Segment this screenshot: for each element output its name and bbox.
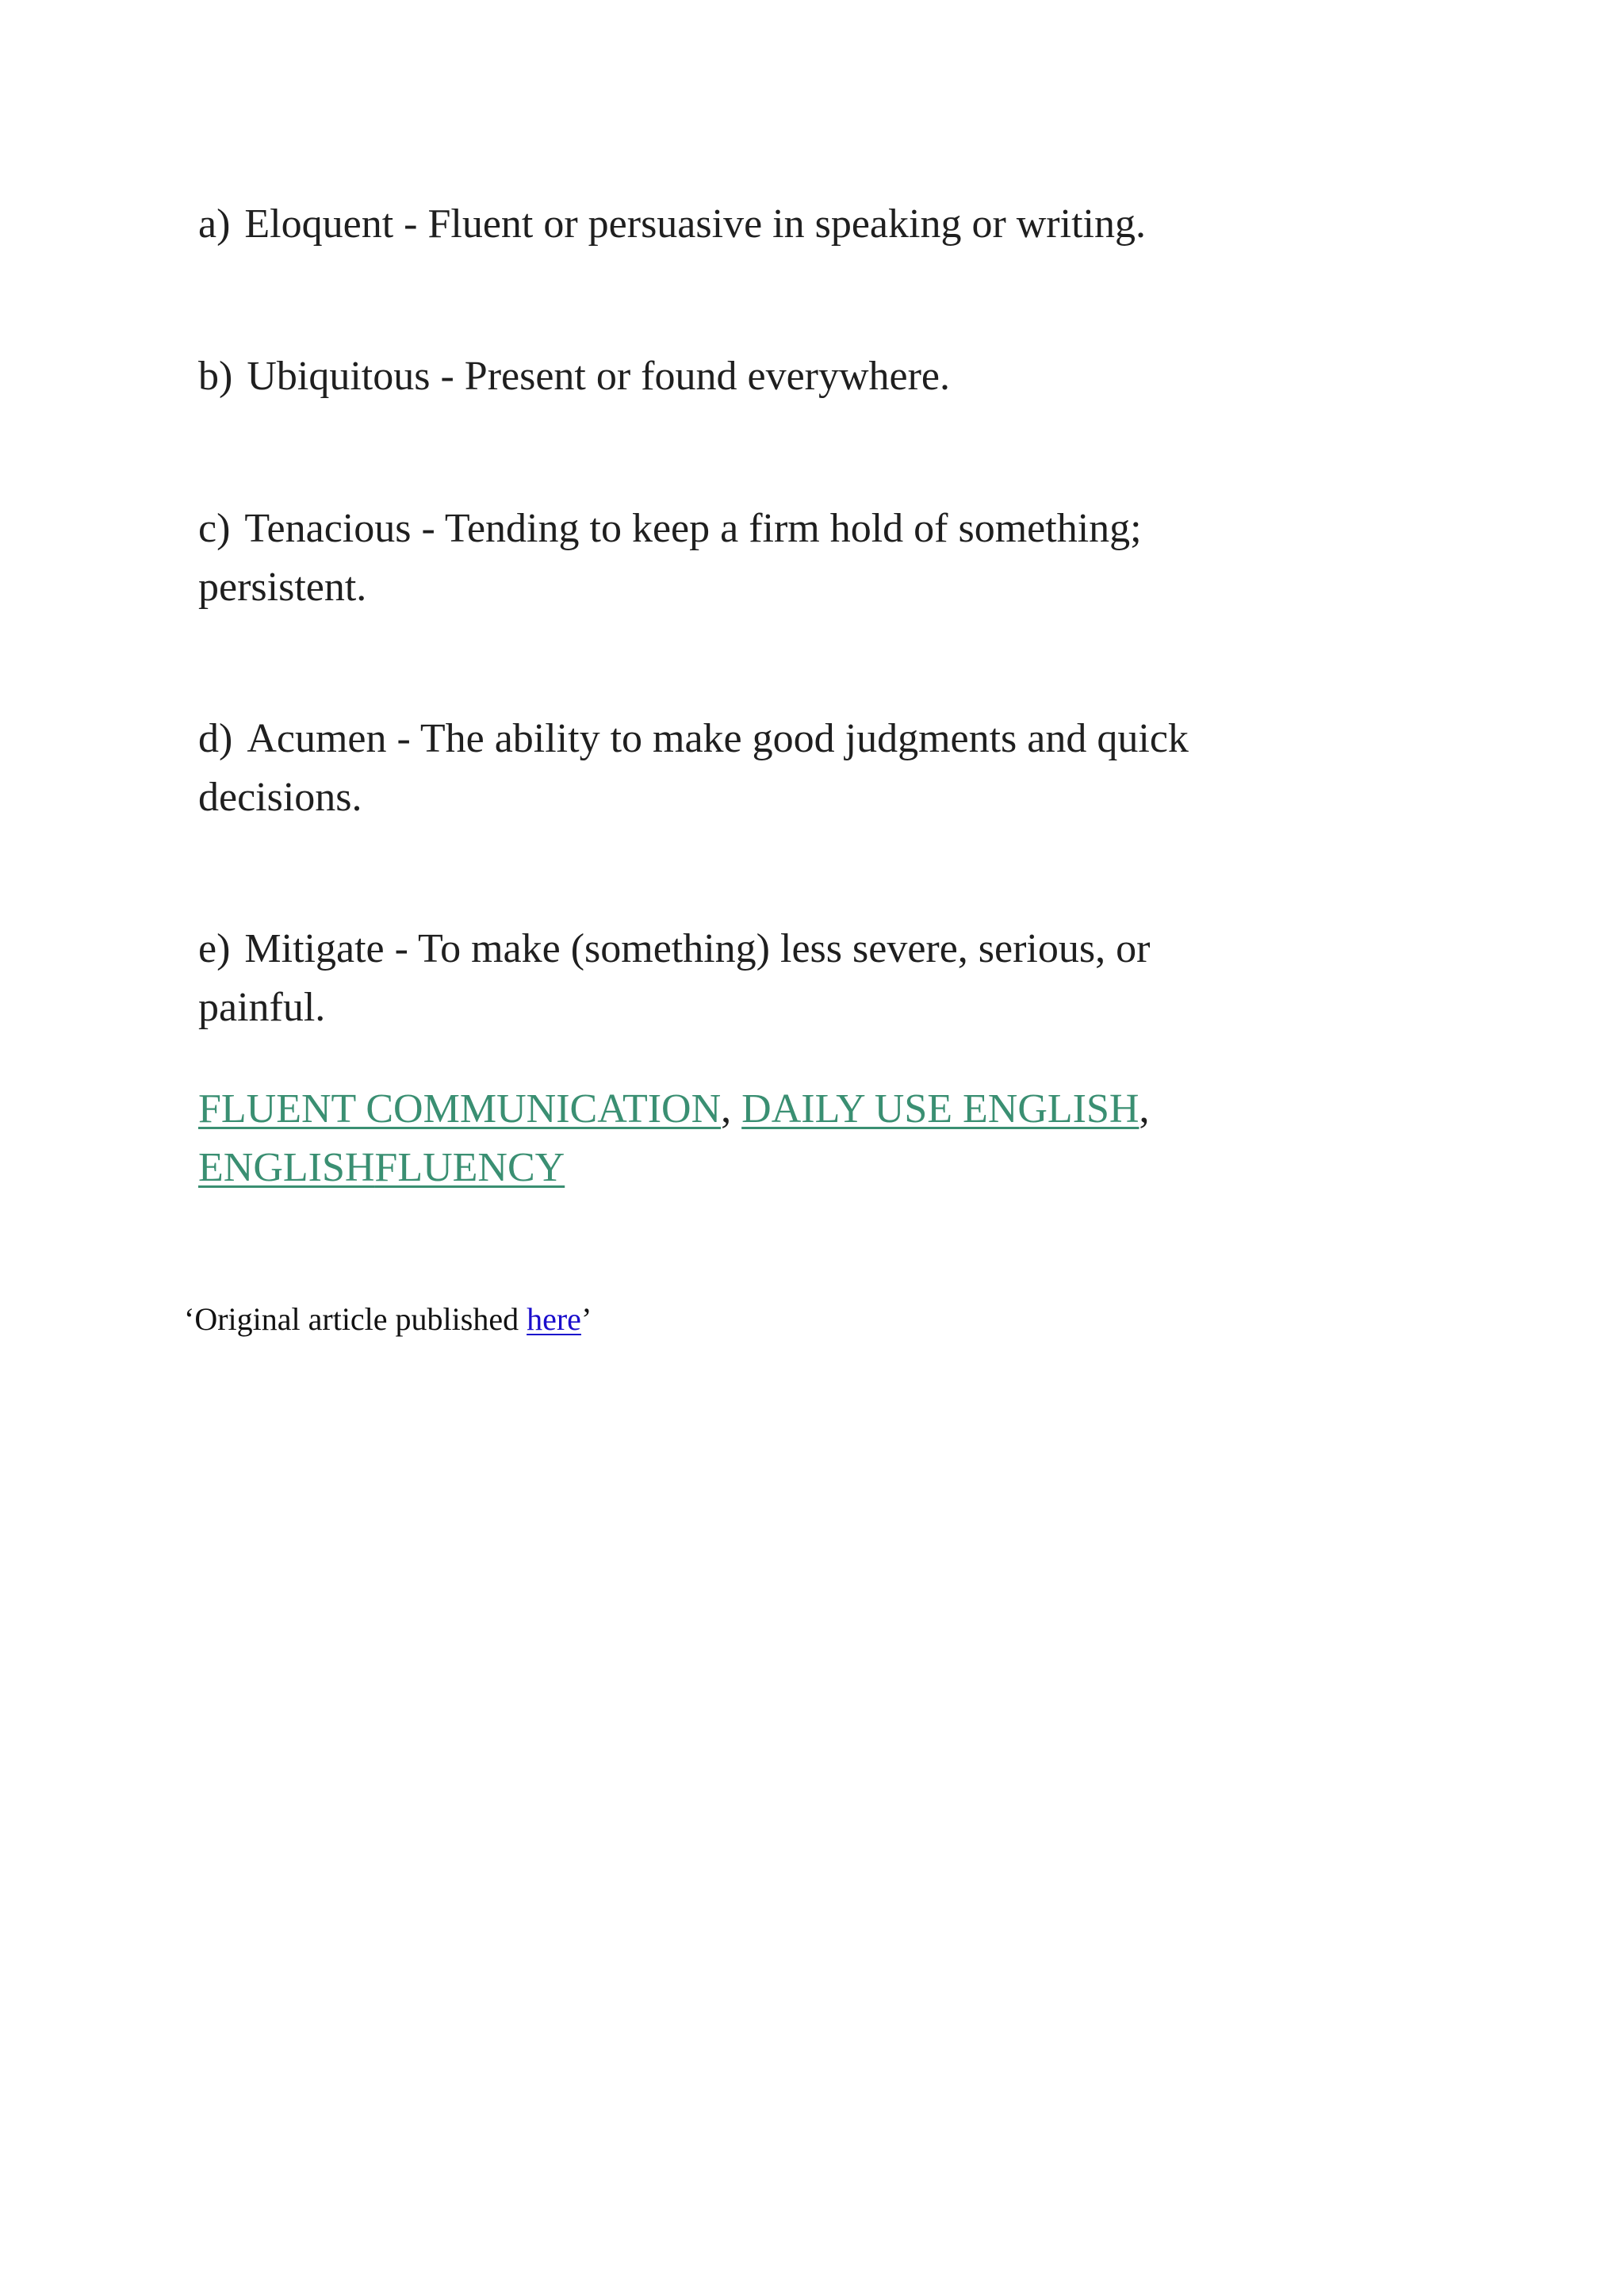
tag-link-fluent-communication[interactable]: FLUENT COMMUNICATION: [198, 1086, 722, 1132]
entry-text: Eloquent - Fluent or persuasive in speaking or writing.: [244, 201, 1146, 247]
definition-entry-tenacious: [198, 500, 1253, 617]
entry-letter: c): [198, 506, 231, 551]
tag-separator: ,: [721, 1086, 732, 1132]
entry-letter: d): [198, 716, 233, 761]
entry-text: Mitigate - To make (something) less severe, serious, or painful.: [198, 926, 1151, 1030]
entry-text: Tenacious - Tending to keep a firm hold of something; persistent.: [198, 506, 1142, 610]
definition-entry-mitigate: [198, 920, 1253, 1037]
tag-list: [198, 1080, 1253, 1197]
entry-letter: b): [198, 354, 233, 399]
definition-entry-ubiquitous: [198, 347, 1253, 406]
tag-link-fluency[interactable]: FLUENCY: [374, 1145, 565, 1190]
source-link-here[interactable]: here: [527, 1301, 581, 1337]
entry-letter: e): [198, 926, 231, 971]
definition-entry-acumen: [198, 710, 1253, 827]
source-open-quote: ‘: [184, 1301, 195, 1337]
tag-separator: ,: [1139, 1086, 1150, 1132]
entry-text: Ubiquitous - Present or found everywhere.: [247, 354, 950, 399]
source-prefix: Original article published: [194, 1301, 527, 1337]
entry-letter: a): [198, 201, 231, 247]
tag-link-daily-use-english[interactable]: DAILY USE ENGLISH: [741, 1086, 1139, 1132]
entry-text: Acumen - The ability to make good judgments and quick decisions.: [198, 716, 1189, 820]
source-close-quote: ’: [580, 1301, 592, 1337]
definition-entry-eloquent: [198, 195, 1253, 254]
tag-link-english[interactable]: ENGLISH: [198, 1145, 375, 1190]
source-note: [184, 1297, 592, 1342]
